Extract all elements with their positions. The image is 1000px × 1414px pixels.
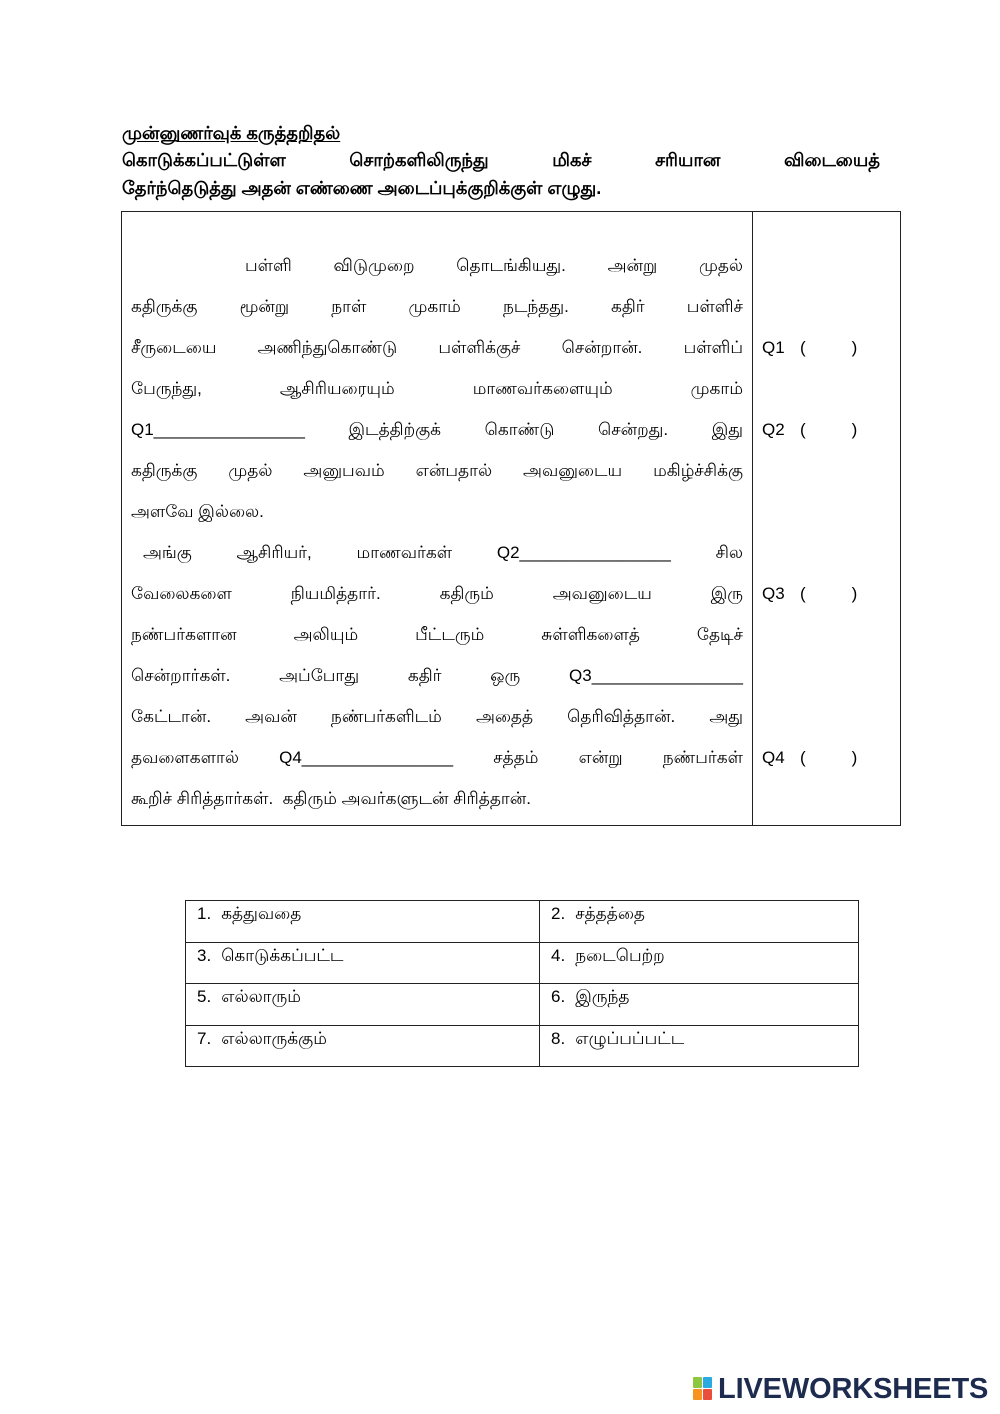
option-word: கத்துவதை xyxy=(221,904,302,923)
liveworksheets-wordmark: LIVEWORKSHEETS xyxy=(718,1373,989,1405)
logo-square xyxy=(703,1377,712,1388)
passage-line: சீருடையை அணிந்துகொண்டு பள்ளிக்குச் சென்றான். பள்ளிப் xyxy=(131,338,743,357)
passage-line: கதிருக்கு முதல் அனுபவம் என்பதால் அவனுடைய மகிழ்ச்சிக்கு xyxy=(131,461,743,480)
column-divider xyxy=(752,212,753,825)
close-bracket: ) xyxy=(851,747,858,767)
option-cell xyxy=(186,942,540,984)
answer-label: Q2 xyxy=(762,419,785,439)
passage-line: கேட்டான். அவன் நண்பர்களிடம் அதைத் தெரிவித்தான். அது xyxy=(131,707,743,726)
passage-box xyxy=(121,211,901,826)
answer-slot-q4 xyxy=(762,737,857,778)
table-row xyxy=(186,1025,859,1067)
answer-label: Q3 xyxy=(762,583,785,603)
passage-line: கதிருக்கு மூன்று நாள் முகாம் நடந்தது. கதிர் பள்ளிச் xyxy=(131,297,743,316)
option-word: நடைபெற்ற xyxy=(575,945,665,965)
option-number: 4. xyxy=(551,945,566,965)
passage-line-with-blank-q3: சென்றார்கள். அப்போது கதிர் ஒரு Q3________________ xyxy=(131,666,743,685)
open-bracket: ( xyxy=(800,337,806,357)
option-word: சத்தத்தை xyxy=(575,904,645,923)
logo-square xyxy=(693,1377,702,1388)
passage-line: பள்ளி விடுமுறை தொடங்கியது. அன்று முதல் xyxy=(245,256,743,275)
open-bracket: ( xyxy=(800,747,806,767)
option-word: இருந்த xyxy=(575,987,630,1006)
passage-text xyxy=(131,245,743,819)
q1-answer-input[interactable] xyxy=(806,337,852,359)
passage-line: பேருந்து, ஆசிரியரையும் மாணவர்களையும் முகாம் xyxy=(131,379,743,398)
word-options-table xyxy=(185,900,859,1067)
logo-square xyxy=(703,1389,712,1400)
q4-answer-input[interactable] xyxy=(806,747,852,769)
option-number: 2. xyxy=(551,904,566,923)
instruction-line: கொடுக்கப்பட்டுள்ள சொற்களிலிருந்து மிகச் சரியான விடையைத் xyxy=(122,150,880,170)
q3-answer-input[interactable] xyxy=(806,583,852,605)
table-row xyxy=(186,984,859,1026)
option-cell xyxy=(540,901,859,943)
table-row xyxy=(186,901,859,943)
option-number: 3. xyxy=(197,945,212,965)
open-bracket: ( xyxy=(800,583,806,603)
answer-slot-q2 xyxy=(762,409,857,450)
option-number: 6. xyxy=(551,987,566,1006)
close-bracket: ) xyxy=(851,337,858,357)
answer-slot-q3 xyxy=(762,573,857,614)
passage-line: கூறிச் சிரித்தார்கள். கதிரும் அவர்களுடன் சிரித்தான். xyxy=(131,789,531,808)
close-bracket: ) xyxy=(851,583,858,603)
option-word: கொடுக்கப்பட்ட xyxy=(221,945,344,965)
worksheet-title: முன்னுணர்வுக் கருத்தறிதல் xyxy=(122,123,341,143)
passage-line-with-blank-q2: அங்கு ஆசிரியர், மாணவர்கள் Q2________________ சில xyxy=(143,543,743,562)
passage-line: வேலைகளை நியமித்தார். கதிரும் அவனுடைய இரு xyxy=(131,584,743,603)
option-number: 1. xyxy=(197,904,212,923)
close-bracket: ) xyxy=(851,419,858,439)
option-cell xyxy=(186,1025,540,1067)
option-number: 7. xyxy=(197,1028,212,1048)
passage-line: நண்பர்களான அலியும் பீட்டரும் சுள்ளிகளைத் தேடிச் xyxy=(131,625,743,644)
option-cell xyxy=(540,984,859,1026)
option-cell xyxy=(540,942,859,984)
answer-slot-q1 xyxy=(762,327,857,368)
option-cell xyxy=(186,901,540,943)
table-row xyxy=(186,942,859,984)
answer-label: Q1 xyxy=(762,337,785,357)
liveworksheets-logo xyxy=(693,1374,990,1404)
option-word: எல்லாருக்கும் xyxy=(221,1028,327,1048)
option-word: எழுப்பப்பட்ட xyxy=(575,1028,685,1048)
option-cell xyxy=(540,1025,859,1067)
option-number: 8. xyxy=(551,1028,566,1048)
passage-line-with-blank-q1: Q1________________ இடத்திற்குக் கொண்டு சென்றது. இது xyxy=(131,420,743,439)
open-bracket: ( xyxy=(800,419,806,439)
answer-label: Q4 xyxy=(762,747,785,767)
option-cell xyxy=(186,984,540,1026)
passage-line: அளவே இல்லை. xyxy=(131,502,264,521)
passage-line-with-blank-q4: தவளைகளால் Q4________________ சத்தம் என்று நண்பர்கள் xyxy=(131,748,743,767)
option-number: 5. xyxy=(197,987,212,1006)
logo-square xyxy=(693,1389,702,1400)
instruction-line: தேர்ந்தெடுத்து அதன் எண்ணை அடைப்புக்குறிக்குள் எழுது. xyxy=(122,178,602,198)
option-word: எல்லாரும் xyxy=(221,987,301,1006)
q2-answer-input[interactable] xyxy=(806,419,852,441)
liveworksheets-logo-icon xyxy=(693,1377,712,1400)
